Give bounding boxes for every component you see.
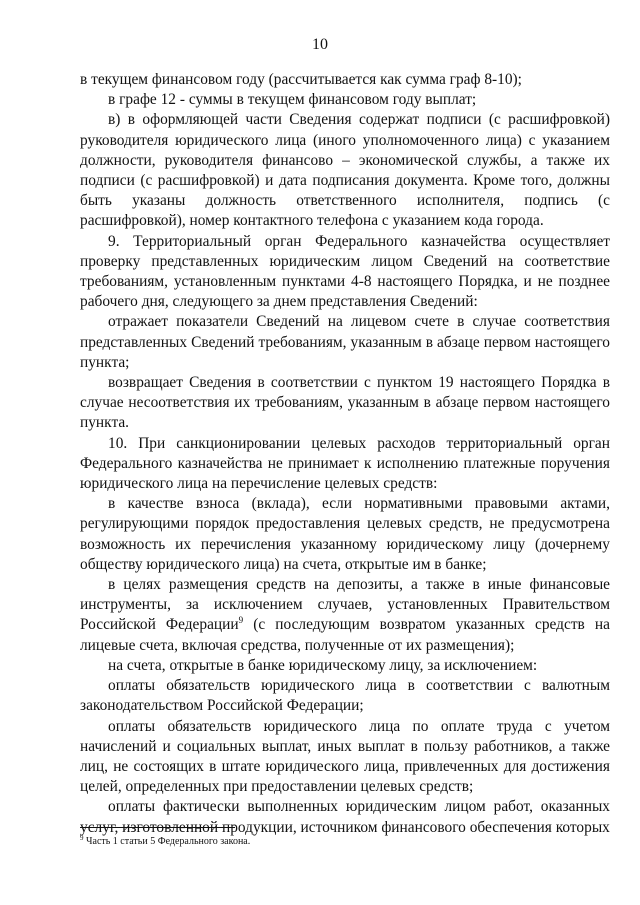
footnote-divider [80,827,235,828]
paragraph: в) в оформляющей части Сведения содержат подписи (с расшифровкой) руководителя юридического лица (иного уполномоченного лица) с указанием должности, руководителя финансово – экономической службы, а также их подписи (с расшифровкой) и дата подписания документа. Кроме того, должны быть указаны должность ответственного исполнителя, подпись (с расшифровкой), номер контактного телефона с указанием кода города. [80,111,610,230]
paragraph: в качестве взноса (вклада), если нормативными правовыми актами, регулирующими порядок предоставления целевых средств, не предусмотрена возможность их перечисления указанному юридическому лицу (дочернему обществу юридического лица) на счета, открытые им в банке; [80,495,610,573]
paragraph: оплаты обязательств юридического лица в соответствии с валютным законодательством Российской Федерации; [80,677,610,715]
page-number: 10 [312,36,328,53]
paragraph-text-end: (с последующим возвратом указанных средств на лицевые счета, включая средства, полученные от их размещения); [80,616,610,654]
paragraph: на счета, открытые в банке юридическому лицу, за исключением: [108,656,538,674]
paragraph: отражает показатели Сведений на лицевом счете в случае соответствия представленных Сведений требованиям, указанным в абзаце первом настоящего пункта; [80,313,610,371]
paragraph-text-start: в целях размещения средств на депозиты, а также в иные финансовые инструменты, за исключением случаев, установленных Правительством Российской Федерации [80,576,610,634]
footnote [80,835,610,848]
footnote-text: Часть 1 статьи 5 Федерального закона. [83,836,251,847]
footnote-reference: 9 [238,615,244,626]
paragraph: оплаты фактически выполненных юридическим лицом работ, оказанных услуг, изготовленной продукции, источником финансового обеспечения которых [80,798,610,836]
body-text [80,70,610,838]
paragraph: в текущем финансовом году (рассчитывается как сумма граф 8-10); [80,71,522,88]
paragraph-with-footnote [80,575,610,656]
paragraph: 9. Территориальный орган Федерального казначейства осуществляет проверку представленных юридическим лицом Сведений на соответствие требованиям, установленным пунктами 4-8 настоящего Порядка, и не позднее рабочего дня, следующего за днем представления Сведений: [80,232,610,311]
paragraph: в графе 12 - суммы в текущем финансовом году выплат; [108,91,477,109]
footnote-marker: 9 [80,834,84,842]
paragraph: оплаты обязательств юридического лица по оплате труда с учетом начислений и социальных выплат, иных выплат в пользу работников, а также лиц, не состоящих в штате юридического лица, привлеченных для достижения целей, определенных при предоставлении целевых средств; [80,717,610,796]
paragraph: возвращает Сведения в соответствии с пунктом 19 настоящего Порядка в случае несоответствия их требованиям, указанным в абзаце первом настоящего пункта. [80,374,610,432]
paragraph: 10. При санкционировании целевых расходов территориальный орган Федерального казначейства не принимает к исполнению платежные поручения юридического лица на перечисление целевых средств: [80,434,610,493]
